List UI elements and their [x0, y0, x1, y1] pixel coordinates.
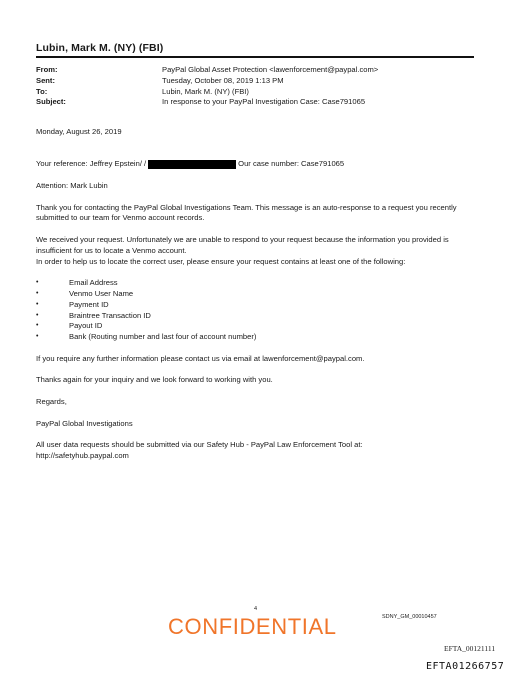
list-item [36, 289, 476, 300]
list-item [36, 321, 476, 332]
list-item [36, 332, 476, 343]
reference-suffix: Our case number: Case791065 [238, 159, 345, 169]
paragraph-safety-hub: All user data requests should be submitted via our Safety Hub - PayPal Law Enforcement Tool at: [36, 440, 363, 450]
bullet-icon: • [36, 300, 39, 308]
header-value: PayPal Global Asset Protection <lawenforcement@paypal.com> [162, 65, 379, 74]
bullet-icon: • [36, 322, 39, 330]
header-row-to [36, 87, 476, 98]
bullet-icon: • [36, 279, 39, 287]
list-item [36, 311, 476, 322]
header-label: Subject: [36, 97, 66, 107]
list-item [36, 300, 476, 311]
list-item-text: Bank (Routing number and last four of account number) [69, 332, 257, 342]
paragraph-closing: Thanks again for your inquiry and we look forward to working with you. [36, 375, 273, 385]
header-value: Tuesday, October 08, 2019 1:13 PM [162, 75, 284, 85]
safety-hub-link[interactable]: http://safetyhub.paypal.com [36, 450, 129, 460]
header-label: To: [36, 86, 48, 96]
paragraph-thanks: Thank you for contacting the PayPal Global Investigations Team. This message is an auto-response to a request you recently submitted to our team for Venmo account records. [36, 202, 457, 223]
bates-number-efta-large: EFTA01266757 [426, 661, 505, 672]
email-body [36, 127, 476, 462]
required-info-list [36, 278, 476, 343]
list-item [36, 278, 476, 289]
paragraph-requirements: In order to help us to locate the correct user, please ensure your request contains at least one of the following: [36, 256, 406, 266]
sender-name: Lubin, Mark M. (NY) (FBI) [36, 42, 164, 54]
header-row-from [36, 65, 476, 76]
list-item-text: Email Address [69, 278, 118, 288]
page-number: 4 [254, 606, 258, 612]
regards: Regards, [36, 396, 67, 406]
list-item-text: Venmo User Name [69, 288, 134, 298]
paragraph-contact: If you require any further information please contact us via email at lawenforcement@paypal.com. [36, 353, 365, 363]
email-header [36, 65, 476, 108]
body-date: Monday, August 26, 2019 [36, 127, 122, 136]
bullet-icon: • [36, 289, 39, 297]
header-rule [36, 56, 474, 58]
reference-prefix: Your reference: Jeffrey Epstein/ / [36, 159, 147, 169]
header-value: In response to your PayPal Investigation Case: Case791065 [162, 97, 366, 107]
list-item-text: Payout ID [69, 321, 103, 331]
confidential-stamp: CONFIDENTIAL [168, 614, 337, 639]
header-label: From: [36, 65, 58, 74]
bullet-icon: • [36, 333, 39, 341]
paragraph-insufficient: We received your request. Unfortunately we are unable to respond to your request because the information you provided is insufficient for us to locate a Venmo account. [36, 234, 449, 255]
bates-number-efta-small: EFTA_00121111 [444, 644, 496, 653]
header-value: Lubin, Mark M. (NY) (FBI) [162, 86, 249, 96]
attention-line: Attention: Mark Lubin [36, 180, 108, 190]
header-label: Sent: [36, 75, 55, 85]
header-row-subject [36, 97, 476, 108]
header-row-sent [36, 76, 476, 87]
list-item-text: Braintree Transaction ID [69, 310, 151, 320]
bullet-icon: • [36, 311, 39, 319]
list-item-text: Payment ID [69, 299, 109, 309]
reference-line [36, 159, 476, 170]
bates-number-sdny: SDNY_GM_00010457 [382, 614, 437, 620]
signature: PayPal Global Investigations [36, 418, 133, 428]
redaction-bar [148, 160, 236, 169]
